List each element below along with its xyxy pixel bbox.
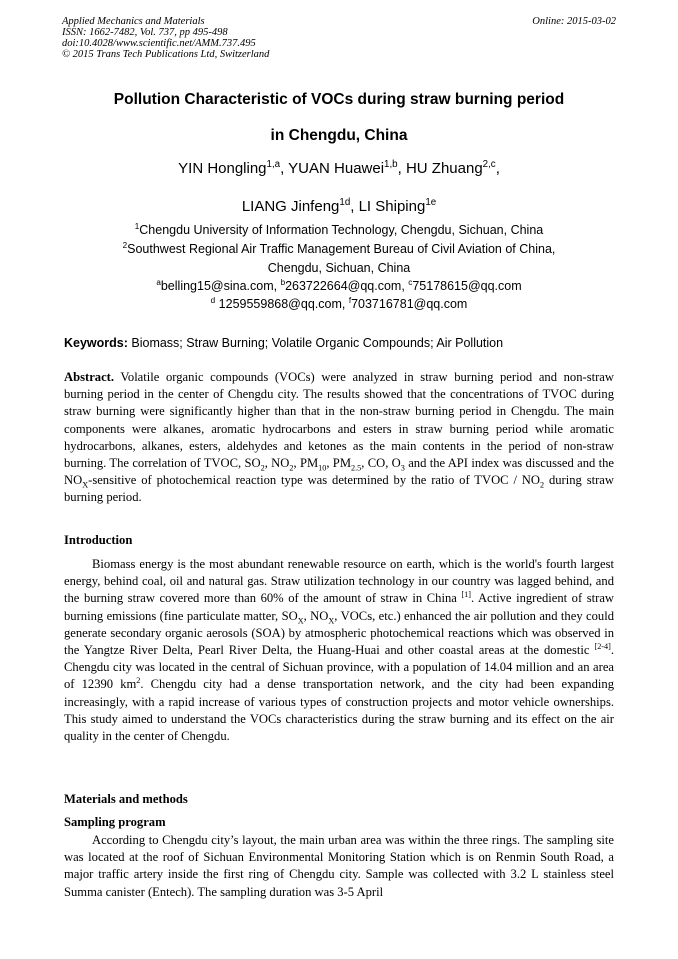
journal-doi: doi:10.4028/www.scientific.net/AMM.737.495 bbox=[62, 38, 256, 49]
email-link[interactable]: 1259559868@qq.com, bbox=[215, 297, 349, 311]
author-name: HU Zhuang bbox=[405, 160, 483, 177]
abstract: Abstract. Volatile organic compounds (VOCs) were analyzed in straw burning period and non-straw burning period in the center of Chengdu city. The results showed that the concentrations of TVOC during straw burning were significantly higher than that in the non-straw burning period in Chengdu. The main components were alkanes, aromatic hydrocarbons and esters in straw burning period while aromatic hydrocarbons, alkanes, esters, aldehydes and ketones as the main contents in the period of non-straw burning. The correlation of TVOC, $SO_2$, $NO_2$, $PM_{10}$, $PM_{2.5}$, CO, $O_3$ and the API index was discussed and the $NO_X$-sensitive of photochemical reaction type was determined by the ratio of TVOC / $NO_2$ during straw burning period. bbox=[64, 370, 615, 505]
author-sup: 1e bbox=[425, 197, 437, 208]
keywords bbox=[64, 335, 614, 352]
affiliation-2-city: Chengdu, Sichuan, China bbox=[267, 261, 411, 275]
citation-ref[interactable]: [2-4] bbox=[594, 641, 611, 651]
author-list-line2: LIANG Jinfeng$^{1d}$, LI Shiping$^{1e}$ bbox=[241, 197, 437, 215]
author-sup: 1,a bbox=[266, 159, 281, 170]
journal-name: Applied Mechanics and Materials bbox=[62, 16, 205, 27]
email-link[interactable]: belling15@sina.com, bbox=[160, 279, 281, 293]
author-name: YUAN Huawei bbox=[288, 160, 385, 177]
paper-title-line1: Pollution Characteristic of VOCs during straw burning period bbox=[113, 91, 565, 108]
affiliation-1: $^1$Chengdu University of Information Technology, Chengdu, Sichuan, China bbox=[134, 221, 544, 237]
author-list-line1: YIN Hongling$^{1,a}$, YUAN Huawei$^{1,b}$, HU Zhuang$^{2,c}$, bbox=[178, 159, 500, 177]
author-name: LIANG Jinfeng bbox=[241, 198, 340, 215]
paper-title-line2: in Chengdu, China bbox=[270, 127, 408, 144]
email-link[interactable]: 263722664@qq.com, bbox=[285, 279, 409, 293]
author-sup: 1,b bbox=[384, 159, 398, 170]
journal-header bbox=[62, 16, 616, 60]
methods-paragraph: According to Chengdu city’s layout, the main urban area was within the three rings. The sampling site was located at the roof of Sichuan Environmental Monitoring Station which is on Renmin South Road, a major traffic artery inside the first ring of Chengdu city. Sample was collected with 3.2 L stainless steel Summa canister (Entech). The sampling duration was 3-5 April bbox=[64, 833, 614, 899]
section-heading-methods: Materials and methods bbox=[64, 792, 188, 806]
author-name: LI Shiping bbox=[358, 198, 426, 215]
author-sup: 1d bbox=[339, 197, 351, 208]
author-name: YIN Hongling bbox=[178, 160, 267, 177]
journal-issn: ISSN: 1662-7482, Vol. 737, pp 495-498 bbox=[62, 27, 228, 38]
introduction-paragraph: Biomass energy is the most abundant renewable resource on earth, which is the world's fourth largest energy, behind coal, oil and natural gas. Straw utilization technology in our country was lagged behind, and the burning straw covered more than 60% of the amount of straw in China [1]. Active ingredient of straw burning emissions (fine particulate matter, $SO_X$, $NO_X$, VOCs, etc.) enhanced the air pollution and they could generate secondary organic aerosols (SOA) by atmospheric photochemical reactions which was observed in the Yangtze River Delta, Pearl River Delta, the Huang-Huai and other coastal areas at the domestic [2-4]. Chengdu city was located in the central of Sichuan province, with a population of 14.04 million and an area of 12390 $km^2$. Chengdu city had a dense transportation network, and the city had been expanding increasingly, with a rapid increase of various types of construction projects and motor vehicle ownerships. This study aimed to understand the VOCs characteristics during the straw burning and its effect on the air quality in the center of Chengdu. bbox=[64, 557, 614, 744]
journal-copyright: © 2015 Trans Tech Publications Ltd, Switzerland bbox=[62, 49, 270, 60]
author-sup: 2,c bbox=[482, 159, 496, 170]
email-line-2: $^d$ 1259559868@qq.com, $^f$703716781@qq.com bbox=[210, 295, 468, 311]
keywords-text: Biomass; Straw Burning; Volatile Organic Compounds; Air Pollution bbox=[127, 336, 504, 350]
affiliation-2: $^2$Southwest Regional Air Traffic Management Bureau of Civil Aviation of China, bbox=[122, 240, 556, 256]
keywords-label: Keywords: bbox=[64, 336, 128, 350]
subsection-heading-sampling: Sampling program bbox=[64, 815, 166, 829]
email-link[interactable]: 75178615@qq.com bbox=[412, 279, 522, 293]
abstract-label: Abstract. bbox=[64, 370, 115, 384]
citation-ref[interactable]: [1] bbox=[461, 590, 471, 600]
email-link[interactable]: 703716781@qq.com bbox=[351, 297, 468, 311]
online-date: Online: 2015-03-02 bbox=[532, 16, 616, 27]
email-line-1: $^a$belling15@sina.com, $^b$263722664@qq.com, $^c$75178615@qq.com bbox=[156, 277, 522, 293]
section-heading-introduction: Introduction bbox=[64, 533, 133, 547]
